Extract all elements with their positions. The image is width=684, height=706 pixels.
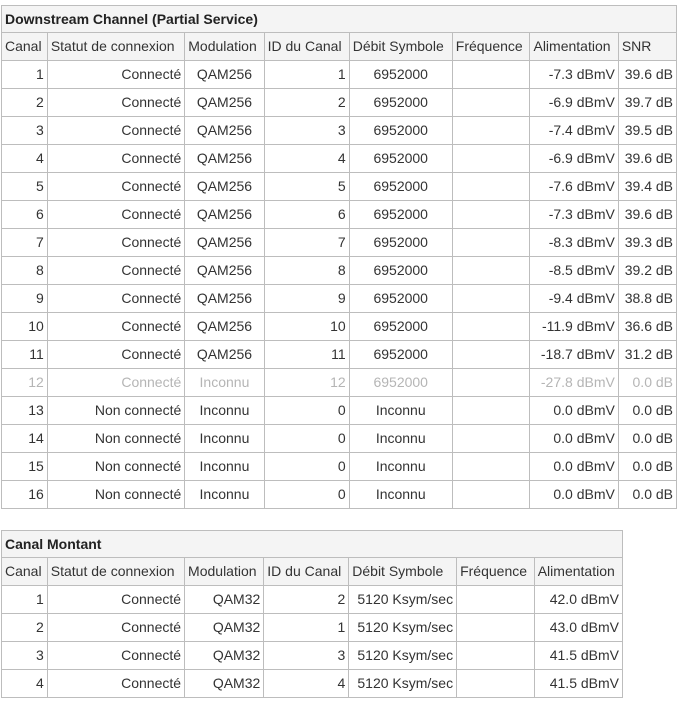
cell-id: 4 <box>264 670 349 698</box>
upstream-title-row <box>2 531 623 558</box>
upstream-table <box>1 530 623 698</box>
cell-symbol-rate: 5120 Ksym/sec <box>349 670 457 698</box>
cell-symbol-rate: 5120 Ksym/sec <box>349 614 457 642</box>
cell-symbol-rate: 6952000 <box>349 369 452 397</box>
cell-power: 42.0 dBmV <box>534 586 622 614</box>
cell-status: Connecté <box>47 285 184 313</box>
cell-frequency <box>452 481 530 509</box>
cell-modulation: QAM32 <box>185 586 264 614</box>
cell-canal: 6 <box>2 201 48 229</box>
header-channel-id: ID du Canal <box>264 558 349 586</box>
cell-modulation: QAM32 <box>185 670 264 698</box>
cell-id: 3 <box>264 642 349 670</box>
cell-snr: 0.0 dB <box>618 453 676 481</box>
cell-symbol-rate: 6952000 <box>349 313 452 341</box>
cell-id: 12 <box>264 369 349 397</box>
cell-symbol-rate: 6952000 <box>349 117 452 145</box>
cell-power: 0.0 dBmV <box>530 425 618 453</box>
cell-frequency <box>452 257 530 285</box>
cell-snr: 0.0 dB <box>618 397 676 425</box>
cell-snr: 39.6 dB <box>618 145 676 173</box>
header-power: Alimentation <box>534 558 622 586</box>
cell-power: -7.6 dBmV <box>530 173 618 201</box>
cell-snr: 36.6 dB <box>618 313 676 341</box>
cell-power: -7.3 dBmV <box>530 61 618 89</box>
cell-canal: 5 <box>2 173 48 201</box>
cell-id: 0 <box>264 481 349 509</box>
cell-canal: 1 <box>2 586 48 614</box>
cell-symbol-rate: 6952000 <box>349 341 452 369</box>
cell-status: Connecté <box>47 145 184 173</box>
cell-modulation: QAM256 <box>185 257 264 285</box>
cell-symbol-rate: 6952000 <box>349 229 452 257</box>
table-row <box>2 313 677 341</box>
cell-snr: 39.6 dB <box>618 61 676 89</box>
table-row <box>2 201 677 229</box>
table-row <box>2 257 677 285</box>
cell-modulation: QAM256 <box>185 173 264 201</box>
cell-canal: 12 <box>2 369 48 397</box>
cell-modulation: QAM256 <box>185 285 264 313</box>
cell-id: 1 <box>264 614 349 642</box>
cell-status: Non connecté <box>47 425 184 453</box>
cell-status: Connecté <box>47 89 184 117</box>
cell-snr: 31.2 dB <box>618 341 676 369</box>
cell-status: Connecté <box>47 642 184 670</box>
table-row <box>2 117 677 145</box>
cell-modulation: Inconnu <box>185 481 264 509</box>
cell-modulation: QAM256 <box>185 201 264 229</box>
table-row <box>2 614 623 642</box>
cell-frequency <box>452 229 530 257</box>
cell-power: 43.0 dBmV <box>534 614 622 642</box>
cell-id: 9 <box>264 285 349 313</box>
table-row <box>2 453 677 481</box>
cell-snr: 39.6 dB <box>618 201 676 229</box>
cell-power: 41.5 dBmV <box>534 642 622 670</box>
cell-id: 0 <box>264 453 349 481</box>
cell-frequency <box>457 642 535 670</box>
table-row <box>2 285 677 313</box>
table-row <box>2 642 623 670</box>
cell-canal: 3 <box>2 642 48 670</box>
cell-canal: 14 <box>2 425 48 453</box>
downstream-header-row <box>2 33 677 61</box>
cell-status: Connecté <box>47 61 184 89</box>
cell-frequency <box>452 201 530 229</box>
cell-power: 0.0 dBmV <box>530 397 618 425</box>
header-status: Statut de connexion <box>47 33 184 61</box>
header-canal: Canal <box>2 33 48 61</box>
cell-id: 0 <box>264 425 349 453</box>
cell-modulation: QAM256 <box>185 89 264 117</box>
table-row <box>2 229 677 257</box>
cell-id: 6 <box>264 201 349 229</box>
downstream-title: Downstream Channel (Partial Service) <box>2 6 677 33</box>
cell-status: Connecté <box>47 201 184 229</box>
cell-symbol-rate: Inconnu <box>349 453 452 481</box>
cell-id: 2 <box>264 89 349 117</box>
cell-modulation: Inconnu <box>185 453 264 481</box>
header-status: Statut de connexion <box>47 558 184 586</box>
cell-canal: 7 <box>2 229 48 257</box>
cell-status: Connecté <box>47 117 184 145</box>
cell-id: 7 <box>264 229 349 257</box>
cell-canal: 4 <box>2 145 48 173</box>
cell-frequency <box>452 89 530 117</box>
cell-symbol-rate: 6952000 <box>349 145 452 173</box>
cell-frequency <box>452 453 530 481</box>
header-modulation: Modulation <box>185 558 264 586</box>
cell-status: Connecté <box>47 257 184 285</box>
cell-status: Connecté <box>47 670 184 698</box>
cell-canal: 16 <box>2 481 48 509</box>
cell-snr: 39.5 dB <box>618 117 676 145</box>
downstream-table <box>1 5 677 509</box>
cell-symbol-rate: 5120 Ksym/sec <box>349 586 457 614</box>
cell-modulation: QAM256 <box>185 229 264 257</box>
cell-frequency <box>452 285 530 313</box>
table-row <box>2 145 677 173</box>
cell-snr: 39.4 dB <box>618 173 676 201</box>
cell-power: -8.3 dBmV <box>530 229 618 257</box>
cell-status: Connecté <box>47 341 184 369</box>
cell-symbol-rate: 6952000 <box>349 257 452 285</box>
cell-canal: 13 <box>2 397 48 425</box>
cell-frequency <box>452 117 530 145</box>
cell-frequency <box>457 614 535 642</box>
cell-id: 11 <box>264 341 349 369</box>
cell-snr: 38.8 dB <box>618 285 676 313</box>
cell-power: -8.5 dBmV <box>530 257 618 285</box>
cell-status: Connecté <box>47 173 184 201</box>
cell-frequency <box>452 425 530 453</box>
cell-status: Connecté <box>47 614 184 642</box>
table-row <box>2 369 677 397</box>
cell-symbol-rate: 6952000 <box>349 61 452 89</box>
cell-power: -18.7 dBmV <box>530 341 618 369</box>
cell-id: 3 <box>264 117 349 145</box>
cell-canal: 4 <box>2 670 48 698</box>
table-row <box>2 586 623 614</box>
cell-power: -6.9 dBmV <box>530 145 618 173</box>
header-frequency: Fréquence <box>452 33 530 61</box>
table-row <box>2 341 677 369</box>
cell-modulation: QAM32 <box>185 614 264 642</box>
cell-symbol-rate: Inconnu <box>349 425 452 453</box>
header-channel-id: ID du Canal <box>264 33 349 61</box>
cell-power: -7.3 dBmV <box>530 201 618 229</box>
cell-id: 0 <box>264 397 349 425</box>
cell-symbol-rate: 6952000 <box>349 285 452 313</box>
table-row <box>2 173 677 201</box>
cell-frequency <box>452 145 530 173</box>
cell-id: 8 <box>264 257 349 285</box>
cell-id: 10 <box>264 313 349 341</box>
table-row <box>2 89 677 117</box>
cell-frequency <box>452 173 530 201</box>
cell-status: Non connecté <box>47 397 184 425</box>
cell-status: Connecté <box>47 369 184 397</box>
cell-id: 1 <box>264 61 349 89</box>
cell-symbol-rate: 6952000 <box>349 89 452 117</box>
cell-frequency <box>457 586 535 614</box>
header-modulation: Modulation <box>185 33 264 61</box>
cell-snr: 0.0 dB <box>618 425 676 453</box>
cell-canal: 9 <box>2 285 48 313</box>
cell-status: Non connecté <box>47 453 184 481</box>
cell-symbol-rate: Inconnu <box>349 397 452 425</box>
table-row <box>2 670 623 698</box>
cell-canal: 8 <box>2 257 48 285</box>
cell-power: -27.8 dBmV <box>530 369 618 397</box>
cell-frequency <box>452 313 530 341</box>
header-power: Alimentation <box>530 33 618 61</box>
cell-canal: 2 <box>2 89 48 117</box>
cell-frequency <box>452 61 530 89</box>
cell-modulation: QAM256 <box>185 117 264 145</box>
cell-modulation: QAM32 <box>185 642 264 670</box>
cell-id: 5 <box>264 173 349 201</box>
cell-power: -11.9 dBmV <box>530 313 618 341</box>
cell-snr: 0.0 dB <box>618 369 676 397</box>
cell-snr: 39.2 dB <box>618 257 676 285</box>
cell-canal: 10 <box>2 313 48 341</box>
upstream-title: Canal Montant <box>2 531 623 558</box>
cell-frequency <box>452 397 530 425</box>
cell-symbol-rate: 6952000 <box>349 173 452 201</box>
cell-canal: 2 <box>2 614 48 642</box>
cell-power: -9.4 dBmV <box>530 285 618 313</box>
cell-status: Connecté <box>47 229 184 257</box>
cell-modulation: QAM256 <box>185 145 264 173</box>
header-frequency: Fréquence <box>457 558 535 586</box>
cell-canal: 3 <box>2 117 48 145</box>
cell-canal: 11 <box>2 341 48 369</box>
cell-modulation: Inconnu <box>185 397 264 425</box>
cell-frequency <box>452 369 530 397</box>
table-row <box>2 61 677 89</box>
cell-id: 2 <box>264 586 349 614</box>
cell-status: Non connecté <box>47 481 184 509</box>
cell-symbol-rate: 5120 Ksym/sec <box>349 642 457 670</box>
cell-power: 41.5 dBmV <box>534 670 622 698</box>
header-symbol-rate: Débit Symbole <box>349 33 452 61</box>
cell-modulation: QAM256 <box>185 61 264 89</box>
cell-frequency <box>452 341 530 369</box>
table-row <box>2 397 677 425</box>
cell-symbol-rate: 6952000 <box>349 201 452 229</box>
cell-modulation: Inconnu <box>185 369 264 397</box>
cell-modulation: QAM256 <box>185 313 264 341</box>
cell-power: 0.0 dBmV <box>530 453 618 481</box>
header-canal: Canal <box>2 558 48 586</box>
cell-power: -7.4 dBmV <box>530 117 618 145</box>
cell-modulation: Inconnu <box>185 425 264 453</box>
cell-power: 0.0 dBmV <box>530 481 618 509</box>
cell-snr: 39.7 dB <box>618 89 676 117</box>
cell-frequency <box>457 670 535 698</box>
cell-id: 4 <box>264 145 349 173</box>
cell-modulation: QAM256 <box>185 341 264 369</box>
upstream-header-row <box>2 558 623 586</box>
cell-status: Connecté <box>47 586 184 614</box>
cell-power: -6.9 dBmV <box>530 89 618 117</box>
cell-snr: 39.3 dB <box>618 229 676 257</box>
downstream-title-row <box>2 6 677 33</box>
cell-canal: 15 <box>2 453 48 481</box>
header-symbol-rate: Débit Symbole <box>349 558 457 586</box>
cell-canal: 1 <box>2 61 48 89</box>
cell-status: Connecté <box>47 313 184 341</box>
cell-snr: 0.0 dB <box>618 481 676 509</box>
table-row <box>2 425 677 453</box>
table-row <box>2 481 677 509</box>
cell-symbol-rate: Inconnu <box>349 481 452 509</box>
header-snr: SNR <box>618 33 676 61</box>
